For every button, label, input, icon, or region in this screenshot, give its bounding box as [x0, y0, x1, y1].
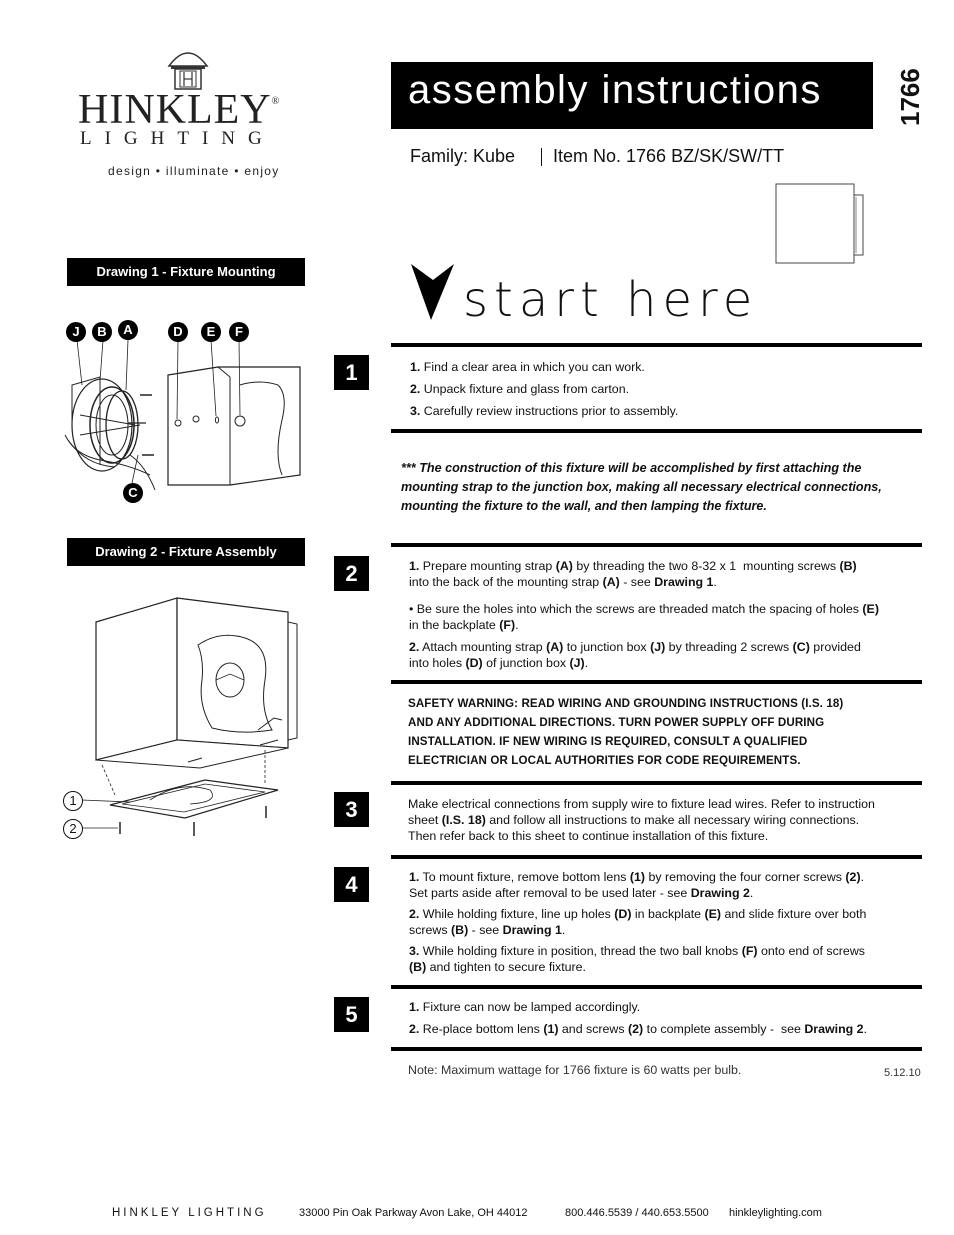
step-2-top-rule — [391, 543, 922, 547]
callout-1: 1 — [63, 791, 83, 811]
drawing-1-label: Drawing 1 - Fixture Mounting — [67, 258, 305, 286]
step-5-instruction-1: 1. Fixture can now be lamped accordingly. — [409, 1000, 641, 1014]
step-3-text: Make electrical connections from supply wire to fixture lead wires. Refer to instruction sheet (I.S. 18) and follow all instructions to make all necessary wiring connections. Then refer back to this sheet to continue installation of this fixture. — [408, 797, 875, 843]
safety-top-rule — [391, 680, 922, 684]
step-1-number: 1 — [334, 355, 369, 390]
brand-subtitle: LIGHTING — [80, 128, 275, 149]
step-5-number: 5 — [334, 997, 369, 1032]
callout-D: D — [168, 322, 188, 342]
step-1-line-3: 3. Carefully review instructions prior to assembly. — [410, 404, 679, 418]
start-here-heading: start here — [463, 272, 759, 328]
fixture-thumbnail — [775, 183, 865, 265]
safety-warning: SAFETY WARNING: READ WIRING AND GROUNDING INSTRUCTIONS (I.S. 18) AND ANY ADDITIONAL DIRECTIONS. TURN POWER SUPPLY OFF DURING INSTALLATION. IF NEW WIRING IS REQUIRED, CONSULT A QUALIFIED ELECTRICIAN OR LOCAL AUTHORITIES FOR CODE REQUIREMENTS. — [408, 697, 844, 767]
callout-E: E — [201, 322, 221, 342]
item-number-label: Item No. 1766 BZ/SK/SW/TT — [553, 146, 785, 166]
step-5-top-rule — [391, 985, 922, 989]
step-3-top-rule — [391, 781, 922, 785]
step-2-instruction-1: 1. Prepare mounting strap (A) by threading the two 8-32 x 1 mounting screws (B) into the back of the mounting strap (A) - see Drawing 1. — [409, 559, 857, 589]
step-4-instruction-3: 3. While holding fixture in position, thread the two ball knobs (F) onto end of screws (B) and tighten to secure fixture. — [409, 944, 865, 974]
callout-B: B — [92, 322, 112, 342]
step-5-text — [409, 999, 921, 1037]
step-2-bullet: • Be sure the holes into which the screws are threaded match the spacing of holes (E) in the backplate (F). — [409, 602, 879, 632]
step-1-top-rule — [391, 343, 922, 347]
step-4-text — [409, 869, 921, 975]
step-2-instruction-2: 2. Attach mounting strap (A) to junction box (J) by threading 2 screws (C) provided into holes (D) of junction box (J). — [409, 640, 861, 670]
step-2-number: 2 — [334, 556, 369, 591]
revision-date: 5.12.10 — [884, 1067, 921, 1079]
drawing-2-label: Drawing 2 - Fixture Assembly — [67, 538, 305, 566]
footer-brand: HINKLEY LIGHTING — [112, 1207, 267, 1219]
step-4-top-rule — [391, 855, 922, 859]
callout-2: 2 — [63, 819, 83, 839]
item-number-vertical-text: 1766 — [895, 68, 925, 126]
construction-note: *** The construction of this fixture will be accomplished by first attaching the mounting strap to the junction box, making all necessary electrical connections, mounting the fixture to the wall, and then lamping the fixture. — [401, 461, 882, 513]
step-5-bottom-rule — [391, 1047, 922, 1051]
step-4-instruction-2: 2. While holding fixture, line up holes (D) in backplate (E) and slide fixture over both screws (B) - see Drawing 1. — [409, 907, 867, 937]
step-1-line-1: 1. Find a clear area in which you can work. — [410, 360, 645, 374]
brand-name: HINKLEY® — [78, 87, 281, 133]
footer-address: 33000 Pin Oak Parkway Avon Lake, OH 44012 — [299, 1207, 528, 1219]
step-2-text — [409, 558, 921, 671]
item-number-vertical — [872, 62, 932, 132]
wattage-note: Note: Maximum wattage for 1766 fixture is 60 watts per bulb. — [408, 1063, 742, 1077]
page-title: assembly instructions — [408, 68, 822, 112]
down-arrow-icon — [409, 262, 459, 322]
step-5-instruction-2: 2. Re-place bottom lens (1) and screws (2) to complete assembly - see Drawing 2. — [409, 1022, 868, 1036]
hinkley-lantern-logo-icon — [163, 44, 213, 90]
step-1-line-2: 2. Unpack fixture and glass from carton. — [410, 382, 630, 396]
drawing-2-fixture-assembly — [60, 590, 310, 850]
drawing-1-fixture-mounting — [60, 315, 310, 510]
footer-phone: 800.446.5539 / 440.653.5500 — [565, 1207, 709, 1219]
registered-mark: ® — [271, 96, 281, 107]
step-4-number: 4 — [334, 867, 369, 902]
family-label: Family: Kube — [410, 146, 516, 166]
header-divider — [541, 148, 542, 166]
footer-website[interactable]: hinkleylighting.com — [729, 1207, 822, 1219]
callout-F: F — [229, 322, 249, 342]
step-4-instruction-1: 1. To mount fixture, remove bottom lens (1) by removing the four corner screws (2). Set parts aside after removal to be used later - see Drawing 2. — [409, 870, 865, 900]
step-3-number: 3 — [334, 792, 369, 827]
callout-A: A — [118, 320, 138, 340]
callout-J: J — [66, 322, 86, 342]
step-1-bottom-rule — [391, 429, 922, 433]
step-3-line-2: sheet (I.S. 18) and follow all instructions to make all necessary wiring connections. — [408, 813, 860, 827]
brand-tagline: design • illuminate • enjoy — [108, 164, 280, 178]
callout-C: C — [123, 483, 143, 503]
